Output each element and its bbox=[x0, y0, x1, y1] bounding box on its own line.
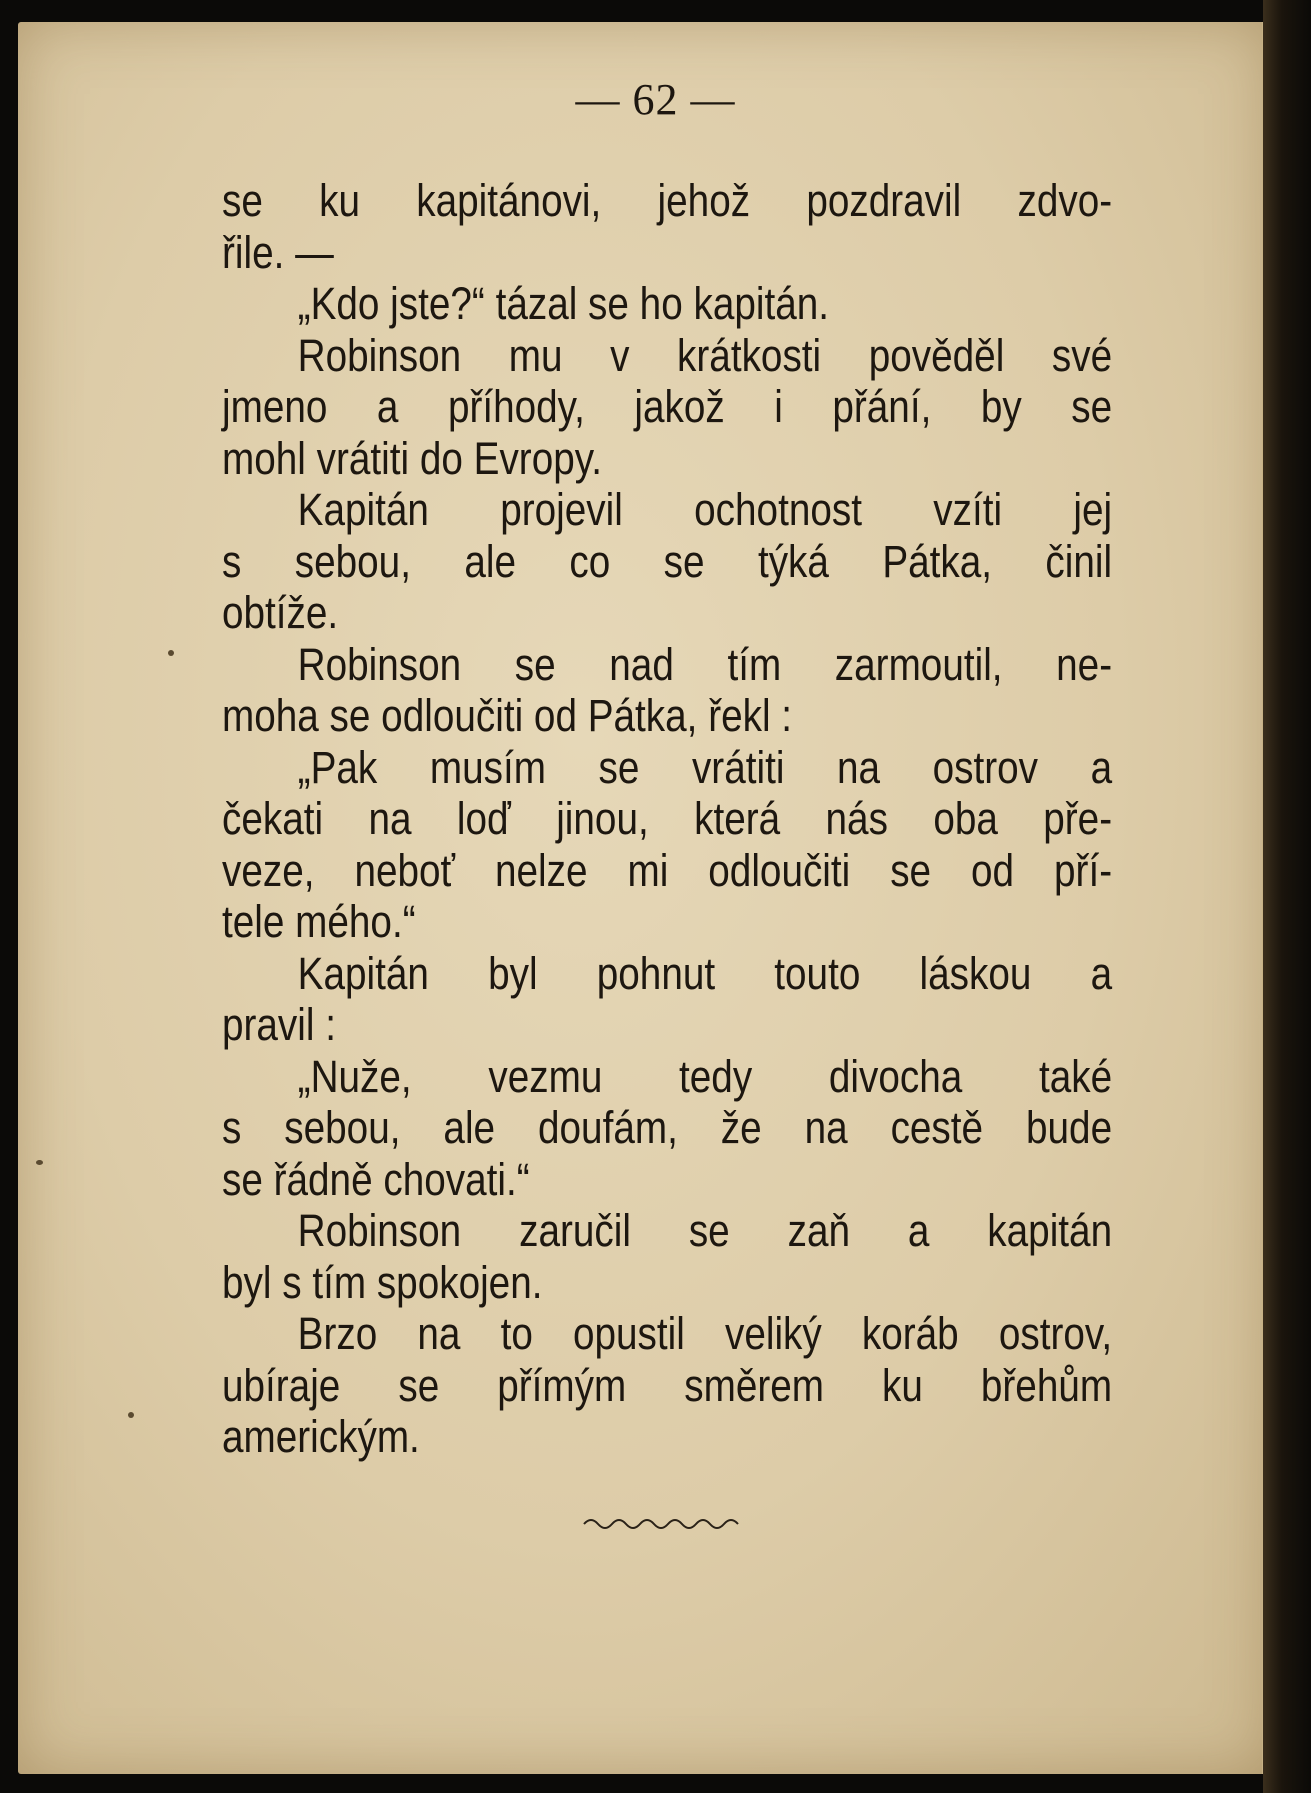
text-line: „Kdo jste?“ tázal se ho kapitán. bbox=[297, 278, 830, 329]
text-line: moha se odloučiti od Pátka, řekl : bbox=[222, 690, 793, 741]
text-line: Brzo na to opustil veliký koráb ostrov, bbox=[297, 1308, 1113, 1359]
paper-speck bbox=[36, 1160, 43, 1165]
text-line: ubíraje se přímým směrem ku břehům bbox=[222, 1359, 1113, 1411]
text-line: Kapitán projevil ochotnost vzíti jej bbox=[297, 484, 1113, 535]
text-line: veze, neboť nelze mi odloučiti se od pří- bbox=[222, 844, 1113, 896]
ornament-divider bbox=[582, 1512, 742, 1532]
text-line: Robinson se nad tím zarmoutil, ne- bbox=[297, 638, 1113, 690]
text-line: Kapitán byl pohnut touto láskou a bbox=[297, 947, 1113, 999]
text-line: se ku kapitánovi, jehož pozdravil zdvo- bbox=[222, 175, 1113, 226]
text-line: řile. — bbox=[222, 226, 334, 278]
paper-speck bbox=[168, 650, 174, 656]
text-line: Robinson mu v krátkosti pověděl své bbox=[297, 329, 1113, 381]
text-line: s sebou, ale co se týká Pátka, činil bbox=[222, 535, 1113, 587]
book-spine bbox=[1263, 0, 1311, 1793]
text-line: pravil : bbox=[222, 999, 336, 1050]
text-line: jmeno a příhody, jakož i přání, by se bbox=[222, 381, 1113, 432]
text-line: s sebou, ale doufám, že na cestě bude bbox=[222, 1102, 1113, 1153]
text-line: „Nuže, vezmu tedy divocha také bbox=[297, 1050, 1113, 1102]
text-line: „Pak musím se vrátiti na ostrov a bbox=[297, 741, 1113, 793]
text-line: obtíže. bbox=[222, 587, 339, 638]
body-text bbox=[222, 175, 1112, 1463]
text-line: se řádně chovati.“ bbox=[222, 1153, 530, 1205]
text-line: Robinson zaručil se zaň a kapitán bbox=[297, 1205, 1113, 1256]
text-line: tele mého.“ bbox=[222, 896, 416, 947]
text-line: americkým. bbox=[222, 1411, 420, 1462]
text-line: čekati na loď jinou, která nás oba pře- bbox=[222, 793, 1113, 844]
paper-speck bbox=[128, 1412, 134, 1418]
text-line: byl s tím spokojen. bbox=[222, 1256, 543, 1308]
page-number: — 62 — bbox=[575, 75, 736, 124]
text-line: mohl vrátiti do Evropy. bbox=[222, 432, 602, 484]
